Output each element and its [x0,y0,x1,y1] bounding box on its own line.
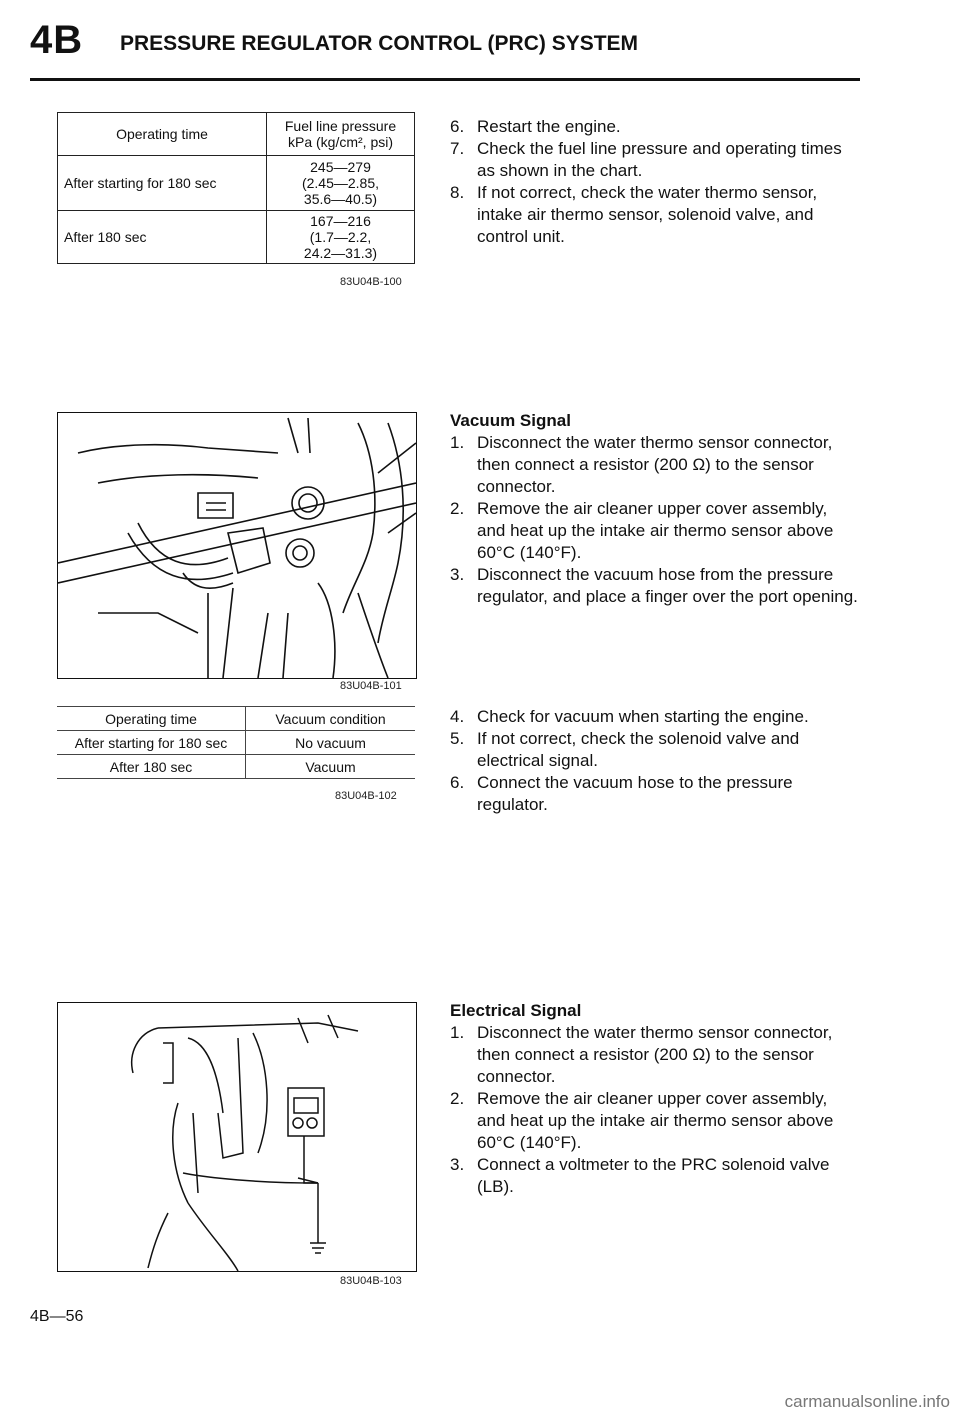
table-header-row [57,707,415,731]
step-text: Check the fuel line pressure and operating times as shown in the chart. [477,139,842,180]
figure-code: 83U04B-103 [340,1275,402,1287]
table-cell: After 180 sec [58,211,267,264]
steps-mid [450,706,860,816]
list-item [450,1022,860,1088]
table-header-cell: Operating time [58,113,267,156]
step-number: 7. [450,139,465,158]
steps-top [450,116,860,248]
page-title: PRESSURE REGULATOR CONTROL (PRC) SYSTEM [120,32,639,55]
list-item [450,1154,860,1198]
figure-code: 83U04B-101 [340,680,402,692]
step-text: If not correct, check the solenoid valve and electrical signal. [477,729,800,770]
voltmeter-wiring-illustration [58,1003,416,1271]
list-item [450,564,860,608]
table-header-cell: Vacuum condition [246,707,416,731]
list-item [450,772,860,816]
table-cell: 245—279 (2.45—2.85, 35.6—40.5) [267,156,415,211]
table-header-cell: Fuel line pressure kPa (kg/cm², psi) [267,113,415,156]
step-number: 4. [450,707,465,726]
step-text: Disconnect the water thermo sensor connector, then connect a resistor (200 Ω) to the sensor connector. [477,433,833,496]
table-header-row [58,113,415,156]
list-item [450,116,860,138]
step-text: Disconnect the water thermo sensor connector, then connect a resistor (200 Ω) to the sensor connector. [477,1023,833,1086]
list-item [450,138,860,182]
table-row [57,731,415,755]
step-number: 6. [450,773,465,792]
step-text: Disconnect the vacuum hose from the pressure regulator, and place a finger over the port opening. [477,565,858,606]
list-item [450,182,860,248]
watermark: carmanualsonline.info [784,1392,950,1411]
page-number: 4B—56 [30,1308,84,1325]
engine-illustration-hose [57,412,417,679]
step-text: Restart the engine. [477,117,621,136]
list-item [450,1088,860,1154]
step-number: 1. [450,1023,465,1042]
list-item [450,498,860,564]
table-cell: After starting for 180 sec [57,731,246,755]
table-cell: After 180 sec [57,755,246,779]
table-header-cell: Operating time [57,707,246,731]
step-text: Connect a voltmeter to the PRC solenoid valve (LB). [477,1155,830,1196]
figure-code: 83U04B-100 [340,276,402,288]
list-item [450,728,860,772]
step-text: Connect the vacuum hose to the pressure regulator. [477,773,793,814]
table-cell: No vacuum [246,731,416,755]
section-heading: Electrical Signal [450,1001,582,1020]
electrical-signal-section [450,1000,860,1198]
step-number: 5. [450,729,465,748]
figure-code: 83U04B-102 [335,790,397,802]
list-item [450,706,860,728]
step-number: 3. [450,565,465,584]
vacuum-signal-section [450,410,860,608]
step-number: 3. [450,1155,465,1174]
table-row [58,211,415,264]
header-divider [30,78,860,81]
section-heading: Vacuum Signal [450,411,571,430]
step-number: 2. [450,499,465,518]
vacuum-condition-table [57,706,415,779]
list-item [450,432,860,498]
step-number: 6. [450,117,465,136]
step-text: Check for vacuum when starting the engine. [477,707,809,726]
table-row [58,156,415,211]
step-text: Remove the air cleaner upper cover assembly, and heat up the intake air thermo sensor above 60°C (140°F). [477,499,834,562]
fuel-pressure-table [57,112,415,264]
step-text: Remove the air cleaner upper cover assembly, and heat up the intake air thermo sensor above 60°C (140°F). [477,1089,834,1152]
hose-illustration [58,413,416,678]
step-number: 8. [450,183,465,202]
table-cell: Vacuum [246,755,416,779]
table-row [57,755,415,779]
step-number: 1. [450,433,465,452]
voltmeter-illustration [57,1002,417,1272]
table-cell: After starting for 180 sec [58,156,267,211]
table-cell: 167—216 (1.7—2.2, 24.2—31.3) [267,211,415,264]
section-code: 4B [30,18,84,62]
step-text: If not correct, check the water thermo sensor, intake air thermo sensor, solenoid valve, and control unit. [477,183,818,246]
step-number: 2. [450,1089,465,1108]
